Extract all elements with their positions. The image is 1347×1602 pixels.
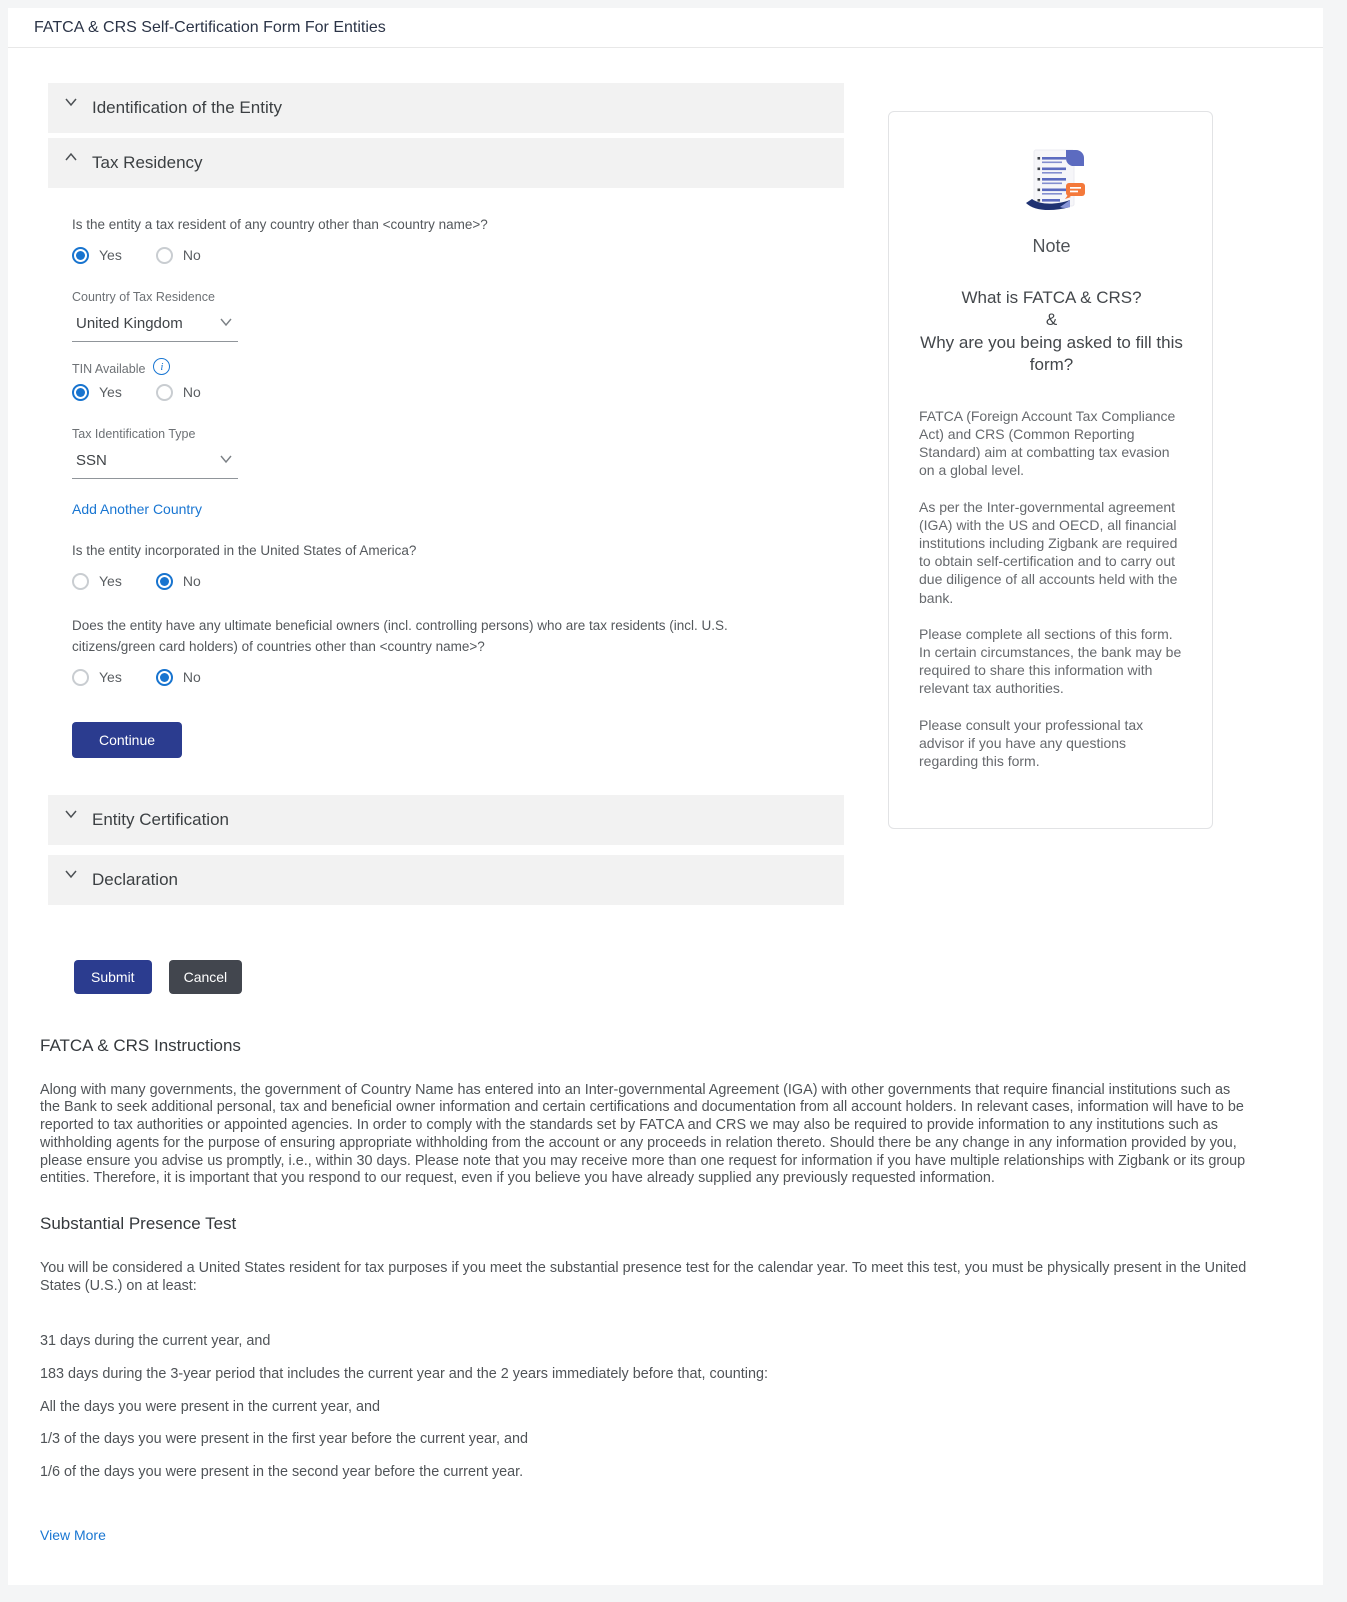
chevron-down-icon: [60, 91, 82, 113]
tax-resident-no-radio[interactable]: [156, 247, 173, 264]
page-title: FATCA & CRS Self-Certification Form For Entities: [34, 19, 386, 37]
instructions-heading: FATCA & CRS Instructions: [40, 1036, 1287, 1056]
content-row: [8, 48, 1323, 994]
note-title: Note: [919, 236, 1184, 257]
beneficial-owners-no-radio[interactable]: [156, 669, 173, 686]
page-header: [8, 8, 1323, 48]
country-of-tax-residence-select[interactable]: [72, 312, 238, 342]
chevron-down-icon: [60, 803, 82, 825]
beneficial-owners-yes-radio[interactable]: [72, 669, 89, 686]
instructions-section: [8, 994, 1323, 1545]
note-paragraph: As per the Inter-governmental agreement (IGA) with the US and OECD, all financial institutions including Zigbank are required to obtain self-certification and to carry out due diligence of all accounts held with the bank.: [919, 498, 1184, 607]
radio-label-no: No: [183, 573, 201, 589]
radio-label-yes: Yes: [99, 573, 122, 589]
instructions-body: Along with many governments, the government of Country Name has entered into an Inter-governmental Agreement (IGA) with other governments that require financial institutions such as the Bank to seek additional personal, tax and beneficial owner information and certain certifications and documentation from all account holders. In relevant cases, information will have to be reported to tax authorities or appointed agencies. In order to comply with the standards set by FATCA and CRS we may also be required to provide information to any institutions such as withholding agents for the purpose of ensuring appropriate withholding from the account or any proceeds in relation thereto. Should there be any change in any information provided by you, please ensure you advise us promptly, i.e., within 30 days. Please note that you may receive more than one request for information if you have multiple relationships with Zigbank or its group entities. Therefore, it is important that you respond to our request, even if you believe you have already supplied any previously requested information.: [40, 1082, 1252, 1188]
substantial-presence-test-heading: Substantial Presence Test: [40, 1214, 1287, 1234]
chevron-up-icon: [60, 146, 82, 168]
form-page-card: [8, 8, 1323, 1585]
accordion-title: Tax Residency: [92, 153, 203, 173]
spt-intro: You will be considered a United States resident for tax purposes if you meet the substantial presence test for the calendar year. To meet this test, you must be physically present in the United States (U.S.) on at least:: [40, 1260, 1252, 1295]
chevron-down-icon: [60, 863, 82, 885]
tax-residency-form: [48, 193, 844, 758]
spt-item: 1/6 of the days you were present in the second year before the current year.: [40, 1464, 1252, 1482]
radio-label-no: No: [183, 384, 201, 400]
note-paragraph: Please consult your professional tax advisor if you have any questions regarding this form.: [919, 716, 1184, 771]
beneficial-owners-radio-group: [72, 669, 818, 686]
radio-label-no: No: [183, 247, 201, 263]
tin-no-radio[interactable]: [156, 384, 173, 401]
accordion-title: Declaration: [92, 870, 178, 890]
tax-resident-radio-group: [72, 247, 818, 264]
tax-resident-yes-radio[interactable]: [72, 247, 89, 264]
accordion-bottom-group: [48, 795, 844, 905]
country-select-value: United Kingdom: [76, 315, 183, 332]
tax-identification-type-select[interactable]: [72, 449, 238, 479]
tin-available-label-text: TIN Available: [72, 362, 145, 376]
form-actions: [48, 915, 844, 994]
incorporated-no-radio[interactable]: [156, 573, 173, 590]
scrollbar-gutter[interactable]: [1323, 0, 1347, 1472]
note-heading-line: &: [919, 309, 1184, 331]
form-main-column: [48, 83, 844, 994]
note-heading: [919, 287, 1184, 377]
tin-yes-radio[interactable]: [72, 384, 89, 401]
cancel-button[interactable]: Cancel: [169, 960, 243, 994]
note-heading-line: Why are you being asked to fill this form?: [919, 332, 1184, 377]
accordion-title: Identification of the Entity: [92, 98, 282, 118]
spt-item: 183 days during the 3-year period that includes the current year and the 2 years immediately before that, counting:: [40, 1366, 1252, 1384]
radio-label-no: No: [183, 669, 201, 685]
add-another-country-link[interactable]: Add Another Country: [72, 501, 202, 517]
question-beneficial-owners: Does the entity have any ultimate beneficial owners (incl. controlling persons) who are tax residents (incl. U.S. citizens/green card holders) of countries other than <country name>?: [72, 616, 814, 658]
tax-id-type-value: SSN: [76, 452, 107, 469]
accordion-entity-certification[interactable]: [48, 795, 844, 845]
accordion-identification-of-entity[interactable]: [48, 83, 844, 133]
question-tax-resident: Is the entity a tax resident of any country other than <country name>?: [72, 215, 814, 236]
radio-label-yes: Yes: [99, 669, 122, 685]
accordion-tax-residency[interactable]: [48, 138, 844, 188]
tin-available-radio-group: [72, 384, 818, 401]
radio-label-yes: Yes: [99, 247, 122, 263]
spt-item: All the days you were present in the current year, and: [40, 1399, 1252, 1417]
continue-button[interactable]: Continue: [72, 722, 182, 758]
note-paragraph: FATCA (Foreign Account Tax Compliance Act) and CRS (Common Reporting Standard) aim at combatting tax evasion on a global level.: [919, 407, 1184, 480]
question-incorporated-us: Is the entity incorporated in the United States of America?: [72, 541, 814, 562]
spt-item: 31 days during the current year, and: [40, 1333, 1252, 1351]
view-more-link[interactable]: View More: [40, 1527, 106, 1543]
tin-available-label: [72, 362, 818, 376]
tax-identification-type-label: Tax Identification Type: [72, 427, 818, 441]
note-heading-line: What is FATCA & CRS?: [919, 287, 1184, 309]
submit-button[interactable]: Submit: [74, 960, 152, 994]
note-document-icon: [919, 146, 1184, 214]
info-icon[interactable]: i: [153, 358, 170, 375]
chevron-down-icon: [218, 452, 234, 470]
country-of-tax-residence-label: Country of Tax Residence: [72, 290, 818, 304]
accordion-title: Entity Certification: [92, 810, 229, 830]
incorporated-us-radio-group: [72, 573, 818, 590]
note-column: [888, 83, 1213, 994]
incorporated-yes-radio[interactable]: [72, 573, 89, 590]
note-card: [888, 111, 1213, 829]
radio-label-yes: Yes: [99, 384, 122, 400]
chevron-down-icon: [218, 315, 234, 333]
spt-item: 1/3 of the days you were present in the first year before the current year, and: [40, 1431, 1252, 1449]
accordion-declaration[interactable]: [48, 855, 844, 905]
note-paragraph: Please complete all sections of this form. In certain circumstances, the bank may be required to share this information with relevant tax authorities.: [919, 625, 1184, 698]
